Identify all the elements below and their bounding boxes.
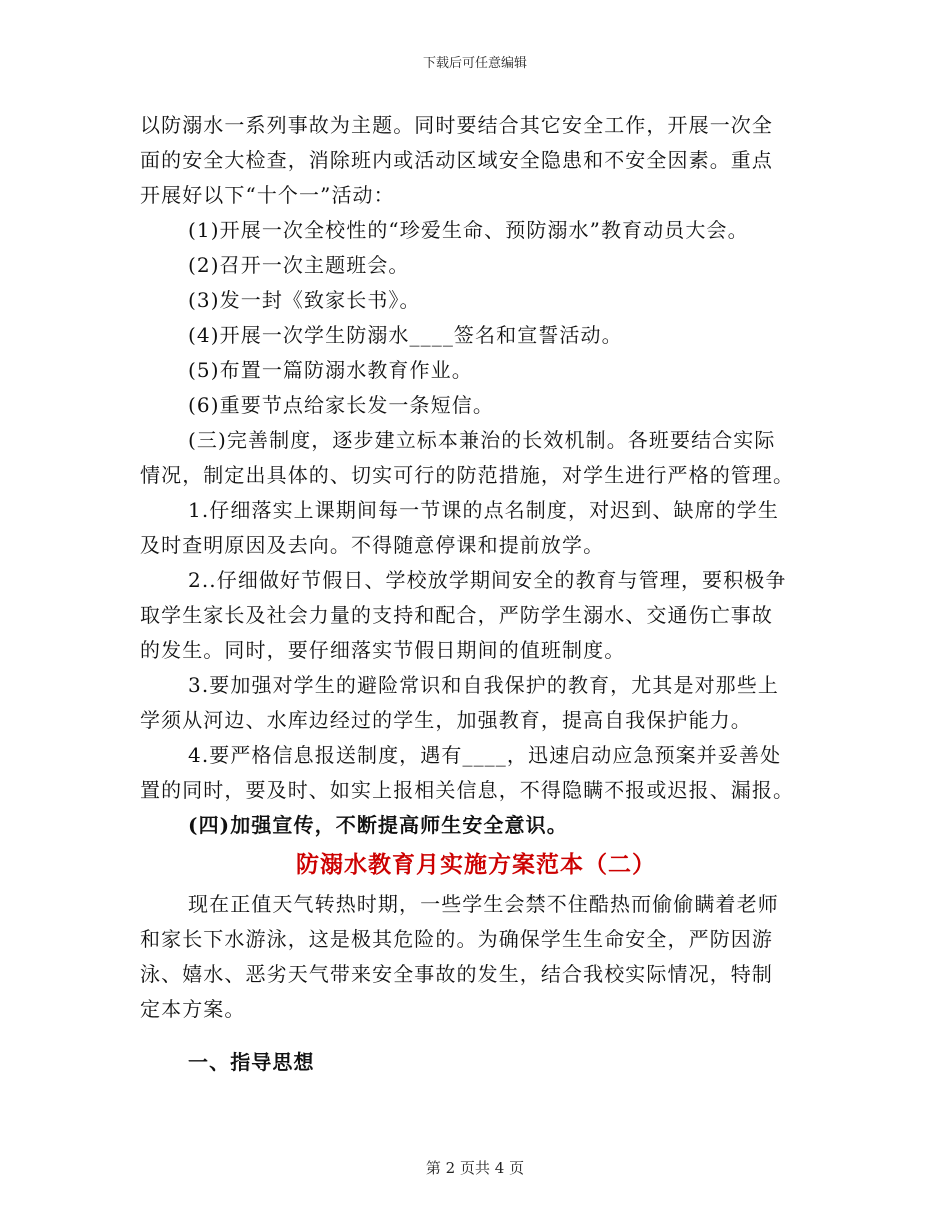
paragraph-line: 以防溺水一系列事故为主题。同时要结合其它安全工作，开展一次全: [140, 113, 773, 137]
list-item: (1)开展一次全校性的“珍爱生命、预防溺水”教育动员大会。: [188, 218, 749, 242]
list-item: (5)布置一篇防溺水教育作业。: [188, 358, 473, 382]
section-heading-3: (三)完善制度，逐步建立标本兼治的长效机制。各班要结合实际: [188, 428, 776, 452]
page-footer: 第 2 页共 4 页: [425, 1159, 525, 1177]
paragraph-line: 面的安全大检查，消除班内或活动区域安全隐患和不安全因素。重点: [140, 148, 773, 172]
numbered-item: 3.要加强对学生的避险常识和自我保护的教育，尤其是对那些上: [188, 673, 779, 697]
list-item: (2)召开一次主题班会。: [188, 253, 410, 277]
list-item: (4)开展一次学生防溺水____签名和宣誓活动。: [188, 323, 623, 347]
numbered-item: 4.要严格信息报送制度，遇有____，迅速启动应急预案并妥善处: [188, 743, 782, 767]
paragraph-line: 学须从河边、水库边经过的学生，加强教育，提高自我保护能力。: [140, 708, 752, 732]
paragraph-line: 置的同时，要及时、如实上报相关信息，不得隐瞒不报或迟报、漏报。: [140, 778, 795, 802]
paragraph-line: 定本方案。: [140, 997, 246, 1021]
paragraph-line: 现在正值天气转热时期，一些学生会禁不住酷热而偷偷瞒着老师: [188, 892, 779, 916]
paragraph-line: 泳、嬉水、恶劣天气带来安全事故的发生，结合我校实际情况，特制: [140, 962, 773, 986]
paragraph-line: 取学生家长及社会力量的支持和配合，严防学生溺水、交通伤亡事故: [140, 603, 773, 627]
paragraph-line: 开展好以下“十个一”活动：: [140, 183, 395, 207]
numbered-item: 2..仔细做好节假日、学校放学期间安全的教育与管理，要积极争: [188, 568, 787, 592]
list-item: (6)重要节点给家长发一条短信。: [188, 393, 494, 417]
numbered-item: 1.仔细落实上课期间每一节课的点名制度，对迟到、缺席的学生: [188, 498, 779, 522]
paragraph-line: 情况，制定出具体的、切实可行的防范措施，对学生进行严格的管理。: [140, 463, 795, 487]
section-heading-4: (四)加强宣传，不断提高师生安全意识。: [188, 813, 568, 837]
list-item: (3)发一封《致家长书》。: [188, 288, 421, 312]
paragraph-line: 和家长下水游泳，这是极其危险的。为确保学生生命安全，严防因游: [140, 927, 773, 951]
document-body: [140, 108, 812, 1080]
page-header: 下载后可任意编辑: [422, 56, 527, 71]
section-heading-guiding-thought: 一、指导思想: [188, 1050, 315, 1074]
document-title: 防溺水教育月实施方案范本（二）: [296, 851, 656, 878]
paragraph-line: 及时查明原因及去向。不得随意停课和提前放学。: [140, 533, 605, 557]
paragraph-line: 的发生。同时，要仔细落实节假日期间的值班制度。: [140, 638, 626, 662]
